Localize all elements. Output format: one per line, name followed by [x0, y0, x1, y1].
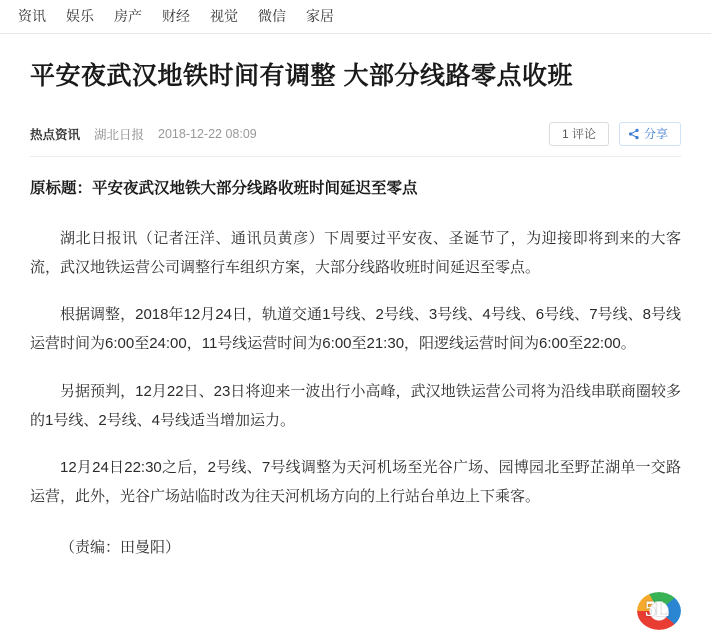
article-source: 湖北日报 [94, 127, 145, 142]
share-button[interactable] [619, 122, 681, 146]
share-icon [628, 128, 640, 140]
page-title: 平安夜武汉地铁时间有调整 大部分线路零点收班 [30, 62, 573, 90]
nav-item-yule[interactable]: 娱乐 [66, 8, 94, 24]
article-timestamp: 2018-12-22 08:09 [158, 126, 257, 141]
watermark-text: 5L [645, 596, 669, 621]
article-subtitle: 原标题：平安夜武汉地铁大部分线路收班时间延迟至零点 [30, 179, 418, 197]
article-category: 热点资讯 [30, 127, 81, 142]
share-button-label: 分享 [643, 126, 668, 141]
comment-button[interactable]: 1 评论 [549, 122, 609, 146]
nav-item-caijing[interactable]: 财经 [162, 8, 190, 24]
article-paragraph-4: 12月24日22:30之后，2号线、7号线调整为天河机场至光谷广场、园博园北至野芷湖单一交路运营，此外，光谷广场站临时改为往天河机场方向的上行站台单边上下乘客。 [30, 459, 681, 506]
article-meta-bar [30, 120, 681, 148]
nav-item-shijue[interactable]: 视觉 [210, 8, 238, 24]
nav-item-jiaju[interactable]: 家居 [306, 8, 334, 24]
nav-item-zixun[interactable]: 资讯 [18, 8, 46, 24]
article-paragraph-2: 根据调整，2018年12月24日，轨道交通1号线、2号线、3号线、4号线、6号线、7号线、8号线运营时间为6:00至24:00，11号线运营时间为6:00至21:30，阳逻线运营时间为6:00至22:00。 [30, 306, 681, 353]
article-actions [549, 122, 681, 146]
site-watermark-logo [637, 588, 693, 636]
article-editor-credit: （责编：田曼阳） [60, 538, 181, 556]
article-paragraph-1: 湖北日报讯（记者汪洋、通讯员黄彦）下周要过平安夜、圣诞节了，为迎接即将到来的大客流，武汉地铁运营公司调整行车组织方案，大部分线路收班时间延迟至零点。 [30, 229, 681, 276]
top-navigation-bar [0, 0, 711, 34]
meta-divider [30, 156, 681, 157]
article-paragraph-3: 另据预判，12月22日、23日将迎来一波出行小高峰，武汉地铁运营公司将为沿线串联商圈较多的1号线、2号线、4号线适当增加运力。 [30, 382, 681, 429]
nav-item-fangchan[interactable]: 房产 [114, 8, 142, 24]
article-container [0, 34, 711, 562]
nav-item-weixin[interactable]: 微信 [258, 8, 286, 24]
